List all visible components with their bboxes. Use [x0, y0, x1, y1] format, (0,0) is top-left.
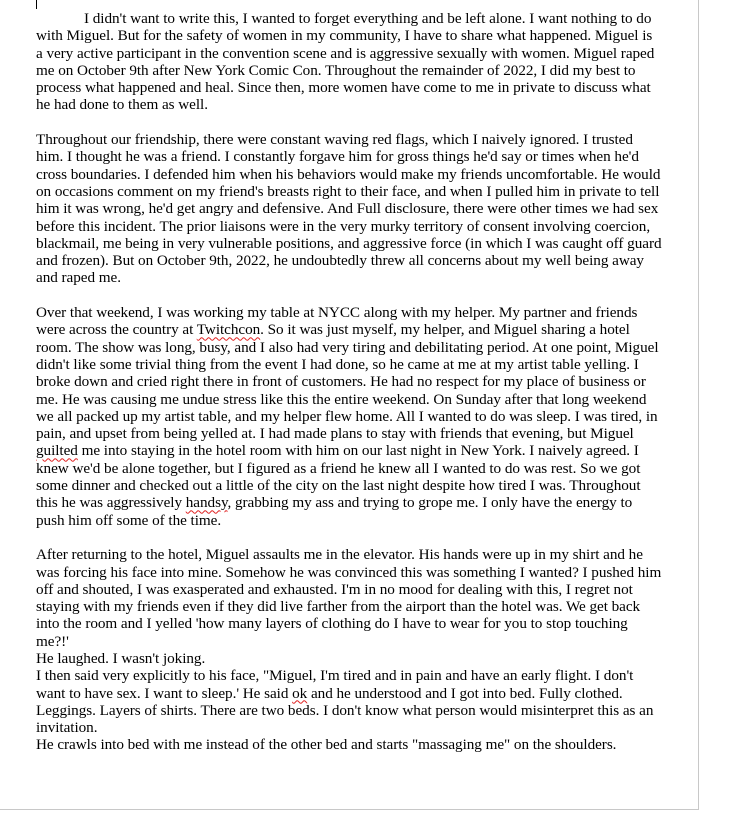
text-line: [36, 598, 704, 615]
text-line: [36, 512, 704, 529]
text-line: [36, 183, 704, 200]
text-line: [36, 667, 704, 684]
text-run: Throughout our friendship, there were constant waving red flags, which I naively ignored. I trusted: [36, 131, 633, 149]
text-line: [36, 96, 704, 113]
text-run: push him off some of the time.: [36, 511, 222, 529]
text-line: [36, 321, 704, 338]
text-run: me into staying in the hotel room with him on our last night in New York. I naively agreed. I: [77, 442, 639, 460]
text-run: and frozen). But on October 9th, 2022, he undoubtedly threw all concerns about my well being away: [36, 252, 644, 270]
text-run: on occasions comment on my friend's breasts right to their face, and when I pulled him in private to tell: [36, 182, 660, 200]
text-run: pain, and upset from being yelled at. I had made plans to stay with friends that evening, but Miguel: [36, 425, 634, 443]
text-line: [36, 633, 704, 650]
text-run: him it was wrong, he'd get angry and defensive. And Full disclosure, there were other times we had sex: [36, 200, 659, 218]
text-run: me. He was causing me undue stress like this the entire weekend. On Sunday after that long weekend: [36, 390, 647, 408]
text-run: me on October 9th after New York Comic Con. Throughout the remainder of 2022, I did my best to: [36, 61, 636, 79]
text-line: [36, 373, 704, 390]
text-run: off and shouted, I was exasperated and exhausted. I'm in no mood for dealing with this, I regret not: [36, 580, 633, 598]
text-run: . So it was just myself, my helper, and Miguel sharing a hotel: [260, 321, 630, 339]
text-line: [36, 148, 704, 165]
text-run: some dinner and checked out a little of the city on the last night despite how tired I was. Throughout: [36, 477, 641, 495]
spellcheck-flagged-word: guilted: [36, 442, 78, 460]
text-line: [36, 200, 704, 217]
page-edge-bottom: [0, 809, 699, 810]
paragraph-gap: [36, 114, 704, 131]
text-run: we all packed up my artist table, and my helper flew home. All I wanted to do was sleep. I was tired, in: [36, 407, 658, 425]
text-line: [36, 546, 704, 563]
text-line: [36, 79, 704, 96]
text-run: before this incident. The prior liaisons were in the very murky territory of consent involving coercion,: [36, 217, 651, 235]
text-run: He laughed. I wasn't joking.: [36, 649, 206, 667]
text-line: [36, 10, 704, 27]
text-line: [36, 581, 704, 598]
text-run: process what happened and heal. Since then, more women have come to me in private to discuss what: [36, 79, 651, 97]
text-line: [36, 460, 704, 477]
text-line: [36, 702, 704, 719]
text-run: were across the country at: [36, 321, 197, 339]
text-run: cross boundaries. I defended him when his behaviors would make my friends uncomfortable. He would: [36, 165, 661, 183]
paragraph-p2[interactable]: [36, 131, 704, 287]
text-run: he had done to them as well.: [36, 96, 208, 114]
page-edge-right: [698, 0, 699, 810]
paragraph-p4[interactable]: [36, 546, 704, 754]
paragraph-p1[interactable]: [36, 10, 704, 114]
spellcheck-flagged-word: handsy: [185, 494, 228, 512]
document-body[interactable]: [36, 10, 704, 754]
text-line: [36, 615, 704, 632]
paragraph-gap: [36, 287, 704, 304]
text-run: and raped me.: [36, 269, 121, 287]
paragraph-p3[interactable]: [36, 304, 704, 529]
text-run: Leggings. Layers of shirts. There are two beds. I don't know what person would misinterpret this as an: [36, 701, 654, 719]
text-line: [36, 304, 704, 321]
text-line: [36, 494, 704, 511]
text-line: [36, 442, 704, 459]
text-line: [36, 235, 704, 252]
text-run: into the room and I yelled 'how many layers of clothing do I have to wear for you to stop touching: [36, 615, 628, 633]
text-run: I didn't want to write this, I wanted to forget everything and be left alone. I want nothing to do: [84, 10, 652, 27]
text-run: knew we'd be alone together, but I figured as a friend he knew all I wanted to do was rest. So we got: [36, 459, 641, 477]
text-line: [36, 269, 704, 286]
text-line: [36, 477, 704, 494]
text-line: [36, 62, 704, 79]
text-run: , grabbing my ass and trying to grope me. I only have the energy to: [227, 494, 633, 512]
text-line: [36, 339, 704, 356]
text-run: him. I thought he was a friend. I constantly forgave him for gross things he'd say or times when he'd: [36, 148, 639, 166]
text-run: After returning to the hotel, Miguel assaults me in the elevator. His hands were up in my shirt and he: [36, 546, 643, 564]
text-run: Over that weekend, I was working my table at NYCC along with my helper. My partner and friends: [36, 304, 638, 322]
text-run: invitation.: [36, 719, 98, 737]
text-run: and he understood and I got into bed. Fully clothed.: [307, 684, 623, 702]
text-run: broke down and cried right there in front of customers. He had no respect for my place of business or: [36, 373, 646, 391]
text-run: was forcing his face into mine. Somehow he was convinced this was something I wanted? I pushed him: [36, 563, 662, 581]
text-run: want to have sex. I want to sleep.' He said: [36, 684, 293, 702]
text-run: room. The show was long, busy, and I also had very tiring and debilitating period. At one point, Miguel: [36, 338, 659, 356]
text-line: [36, 252, 704, 269]
text-run: didn't like some trivial thing from the event I had done, so he came at me at my artist table yelling. I: [36, 355, 639, 373]
text-line: [36, 131, 704, 148]
spellcheck-flagged-word: Twitchcon: [196, 321, 261, 339]
text-line: [36, 218, 704, 235]
text-run: with Miguel. But for the safety of women in my community, I have to share what happened. Miguel is: [36, 27, 653, 45]
text-line: [36, 45, 704, 62]
text-line: [36, 166, 704, 183]
text-run: I then said very explicitly to his face, "Miguel, I'm tired and in pain and have an early flight. I don't: [36, 667, 634, 685]
text-run: He crawls into bed with me instead of the other bed and starts "massaging me" on the shoulders.: [36, 736, 617, 754]
spellcheck-flagged-word: ok: [292, 684, 308, 702]
text-run: this he was aggressively: [36, 494, 186, 512]
text-line: [36, 685, 704, 702]
text-line: [36, 425, 704, 442]
text-run: me?!': [36, 632, 69, 650]
text-line: [36, 408, 704, 425]
text-run: blackmail, me being in very vulnerable positions, and aggressive force (in which I was caught off guard: [36, 234, 662, 252]
paragraph-gap: [36, 529, 704, 546]
text-line: [36, 391, 704, 408]
text-cursor: [36, 0, 37, 9]
text-line: [36, 736, 704, 753]
text-line: [36, 719, 704, 736]
text-line: [36, 27, 704, 44]
text-line: [36, 650, 704, 667]
text-run: staying with my friends even if they did live farther from the airport than the hotel was. We get back: [36, 598, 641, 616]
text-line: [36, 356, 704, 373]
text-run: a very active participant in the convention scene and is aggressive sexually with women. Miguel raped: [36, 44, 655, 62]
text-line: [36, 564, 704, 581]
